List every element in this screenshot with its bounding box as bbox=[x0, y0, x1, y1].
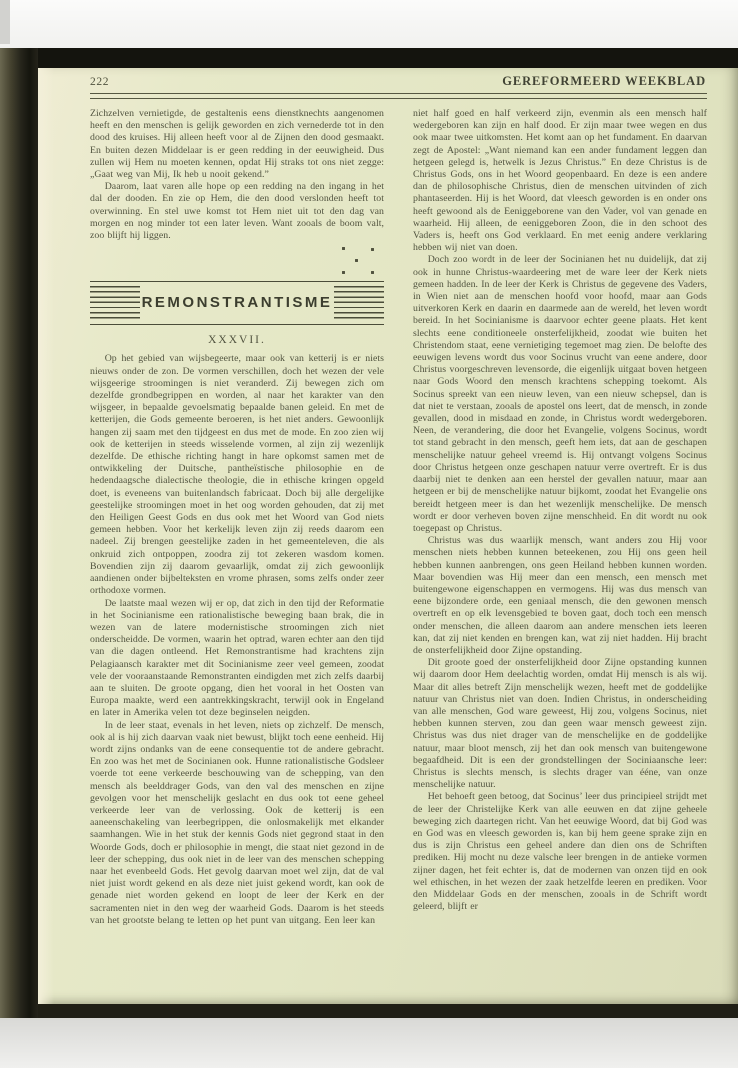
paragraph: Het behoeft geen betoog, dat Socinus’ leer dus principieel strijdt met de leer der Christelijke Kerk van alle eeuwen en dat zijne geheele beweging zich daartegen richt. Van het eeuwige Woord, dat bij God was en God was en vleesch geworden is, kan bij hem geene sprake zijn en dus is zijn Christus een geheel andere dan dien ons de Schriften prediken. Hij mocht nu deze valsche leer brengen in de antieke vormen zijner dagen, het feit echter is, dat de modernen van onzen tijd en ook wel ethischen, in het wezen der zaak hetzelfde leeren en prediken. Voor den Middelaar Gods en der menschen, zooals in de Schrift wordt geleerd, blijft er bbox=[413, 791, 707, 913]
left-column bbox=[90, 108, 384, 927]
divider-dot bbox=[371, 248, 374, 251]
paragraph: Daarom, laat varen alle hope op een redding na den ingang in het dal der dooden. En zie op Hem, die den dood verslonden heeft tot overwinning. En stel uwe komst tot Hem niet uit tot den dag van morgen en nog minder tot een later leven. Want zooals de boom valt, zoo blijft hij liggen. bbox=[90, 181, 384, 242]
heading-ornament-right bbox=[334, 286, 384, 320]
divider-dot bbox=[342, 247, 345, 250]
magazine-page bbox=[38, 68, 738, 1004]
divider-dot bbox=[355, 259, 358, 262]
scan-background-bottom bbox=[0, 1018, 738, 1068]
paragraph: Doch zoo wordt in de leer der Socinianen het nu duidelijk, dat zij ook in hunne Christus-waardeering met de ware leer der Kerk niets gemeen hadden. In de leer der Kerk is Christus de gegevene des Vaders, in Wien niet aan de menschen hoofd voor hoofd, maar aan Gods uitverkoren Kerk en daarin en daarmede aan de wereld, het leven wordt bereid. In het Socinianisme is daarvoor echter geene plaats. Het kent slechts eene conditioneele onsterfelijkheid, zoodat wie buiten het Christendom staat, eene vernietiging tegemoet mag zien. De belofte des eeuwigen levens wordt dus voor Socinus vrucht van eene andere, door Christus voorgeschreven levensorde, die eigenlijk uitgaat boven hetgeen naar Gods Woord den mensch krachtens schepping toekomt. Als Socinus spreekt van een nieuw leven, van een nieuw schepsel, dan is dat niet te verstaan, zooals de apostel ons leert, dat de mensch, in zonde gevallen, dood in misdaad en zonde, in Christus wordt wedergeboren. Neen, de verandering, die door het Evangelie, volgens Socinus, wordt tot stand gebracht in den mensch, geeft hem iets, dat aan de geschapen menschelijke natuur geheel vreemd is. Hij ontvangt volgens Socinus door Christus hetgeen onze geschapen natuur verre overtreft. Er is dus daarbij niet te denken aan een herstel der gevallen natuur, maar aan hetgeen er bij de menschelijke natuur bijkomt, zoodat het Evangelie ons bereidt hetgeen meer is dan het wezenlijk menschelijke. De mensch wordt er door verheven boven zijne menschheid. En dit wordt nu ook toegepast op Christus. bbox=[413, 254, 707, 534]
section-divider bbox=[342, 247, 380, 277]
right-column bbox=[413, 108, 707, 927]
paragraph: Zichzelven vernietigde, de gestaltenis eens dienstknechts aangenomen heeft en den menschen is gelijk geworden en zich vernederde tot in den dood des kruises. Hij alleen heeft voor al de Zijnen den dood gesmaakt. En buiten dezen Middelaar is er geen redding in der eeuwigheid. Dus zullen wij Hem nu moeten kennen, opdat Hij straks tot ons niet zegge: „Gaat weg van Mij, Ik heb u nooit gekend.” bbox=[90, 108, 384, 181]
divider-dot bbox=[371, 271, 374, 274]
paragraph: Dit groote goed der onsterfelijkheid door Zijne opstanding kunnen wij daarom door Hem deelachtig worden, omdat Hij mensch is als wij. Maar dit alles betreft Zijn menschelijk wezen, heeft met de goddelijke natuur van Christus niet van doen. Indien Christus, in onderscheiding van alle menschen, God ware geweest, Hij zou, volgens Socinus, niet hebben kunnen sterven, zou dan geen waar mensch geweest zijn. Christus was dus niet drager van de menschelijke en de goddelijke natuur, maar bloot mensch, zij het dan ook mensch van buitengewone begaafdheid. Dit is een der grondstellingen der Sociniaansche leer: Christus is slechts mensch, is slechts drager van ééne, van onze menschelijke natuur. bbox=[413, 657, 707, 791]
book-spine-shadow bbox=[0, 48, 38, 1018]
paragraph: In de leer staat, evenals in het leven, niets op zichzelf. De mensch, ook al is hij zich daarvan vaak niet bewust, blijkt toch eene eenheid. Hij wordt zijns ondanks van de eene consequentie tot de andere gebracht. En zoo was het met de Socinianen ook. Hunne rationalistische Godsleer voerde tot eene verkeerde beschouwing van de schepping, van den mensch als beelddrager Gods, van den val des menschen en zijne gevolgen voor het menschelijk geslacht en dus ook tot eene geheel verkeerde leer van de verlossing. Ook de ketterij is een aaneenschakeling van leerbegrippen, die onlosmakelijk met elkander saamhangen. Wie in het stuk der kennis Gods niet gegrond staat in den Woorde Gods, doch er philosophie in mengt, die staat niet gezond in de leer der schepping, dus ook niet in de leer van des menschen schepping naar het evenbeeld Gods. Het gevolg daarvan moet wel zijn, dat de val niet juist wordt gekend en als deze niet juist gekend wordt, kan ook de genade niet worden gekend en loopt de leer der Kerk en der sacramenten niet in den weg der waarheid Gods. Daarom is het steeds van het grootste belang te letten op het punt van uitgang. Een leer kan bbox=[90, 719, 384, 926]
article-heading bbox=[90, 281, 384, 325]
masthead-title: GEREFORMEERD WEEKBLAD bbox=[502, 74, 706, 88]
paragraph: Christus was dus waarlijk mensch, want anders zou Hij voor menschen niets hebben kunnen beteekenen, zou Hij ons geen heil hebben kunnen aanbrengen, ons geen Heiland hebben kunnen worden. Maar bovendien was Hij meer dan een mensch, een mensch met buitengewone eigenschappen en vermogens. Hij was dus mensch van eene bijzondere orde, een geniaal mensch, die den gewonen mensch overtreft en op elk levensgebied te boven gaat, doch toch een mensch onder menschen, die alleen daarom aan andere menschen iets leeren kan, dat zij niet kenden en brengen kan, wat zij niet hadden. Hij bracht de onsterfelijkheid door Zijne opstanding. bbox=[413, 535, 707, 656]
scan-edge-mark bbox=[0, 0, 10, 44]
divider-dot bbox=[342, 271, 345, 274]
heading-ornament-left bbox=[90, 286, 140, 320]
paragraph: niet half goed en half verkeerd zijn, evenmin als een mensch half wedergeboren kan zijn en half dood. Er zijn maar twee wegen en dus ook maar twee uitkomsten. Het komt aan op het fundament. En daarvan zegt de Apostel: „Want niemand kan een ander fundament leggen dan hetgeen gelegd is, hetwelk is Jezus Christus.” En deze Christus is de Christus Gods, ons in het Woord geopenbaard. En deze is een andere dan de philosophische Christus, dien de menschen uitvinden of zich phantaseerden. Hij is het Woord, dat vleesch geworden is en onder ons heeft gewoond als de Eeniggeborene van den Vader, vol van genade en waarheid. Hij alleen, de eeniggeboren Zoon, die in den schoot des Vaders is, heeft ons God verklaard. En met eenig andere verklaring hebben wij niet van doen. bbox=[413, 108, 707, 254]
section-number: XXXVII. bbox=[208, 334, 266, 347]
paragraph: Op het gebied van wijsbegeerte, maar ook van ketterij is er niets nieuws onder de zon. De vormen verschillen, doch het wezen der vele wijsgeerige stroomingen is niet veranderd. Zij bewegen zich om dezelfde grondbegrippen en worden, al naar het karakter van den wijsgeer, in bepaalde gevoelsmatig bepaalde banen geleid. En met de ketterijen, die Gods gemeente beroeren, is het niet anders. Gewoonlijk hangen zij saam met den tijdgeest en dus met de mode. En zoo zien wij ook de ketterijen in steeds wisselende vormen, al zijn zij wezenlijk dezelfde. De ethische richting hangt in hare opkomst samen met de ontwikkeling der Duitsche, pantheïstische philosophie en de hedendaagsche dialectische theologie, die in ethische kringen opgeld doet, is eveneens van buitenlandsch fabricaat. Doch bij alle dergelijke geestelijke stroomingen moet in het oog worden gehouden, dat zij met den Heiligen Geest Gods en dus ook met het Woord van God niets gemeen hebben. Voor het kerkelijk leven zijn zij reeds daarom een nadeel. Zij brengen geestelijke zaden in het gemeenteleven, die als onkruid zich ontpoppen, zoodra zij tot zekeren wasdom komen. Bovendien zijn zij daarom gevaarlijk, omdat zij zich gewoonlijk aandienen onder bijbelteksten en vrome phrasen, soms zelfs onder zeer orthodoxe vormen. bbox=[90, 353, 384, 597]
text-columns bbox=[90, 108, 707, 927]
scanned-book-photo bbox=[0, 48, 738, 1018]
article-title: REMONSTRANTISME bbox=[141, 294, 333, 312]
page-header bbox=[90, 68, 707, 93]
scan-background-top bbox=[0, 0, 738, 48]
page-number: 222 bbox=[90, 76, 110, 88]
paragraph: De laatste maal wezen wij er op, dat zich in den tijd der Reformatie in het Socinianisme een rationalistische beweging baan brak, die in wezen van de latere modernistische stroomingen zich niet onderscheidde. De vormen, waarin het optrad, waren echter aan den tijd van die dagen ontleend. Het Remonstrantisme had krachtens zijn Pelagiaansch karakter met dit Socinianisme zeer veel gemeen, zoodat vele der vooraanstaande Remonstranten eindigden met zich zelfs daarbij aan te sluiten. De groote opgang, dien het vooral in het Oosten van Europa maakte, werd een aantrekkingskracht, terwijl ook in Engeland en later in Amerika velen tot deze beginselen neigden. bbox=[90, 597, 384, 719]
header-rule bbox=[90, 93, 707, 99]
